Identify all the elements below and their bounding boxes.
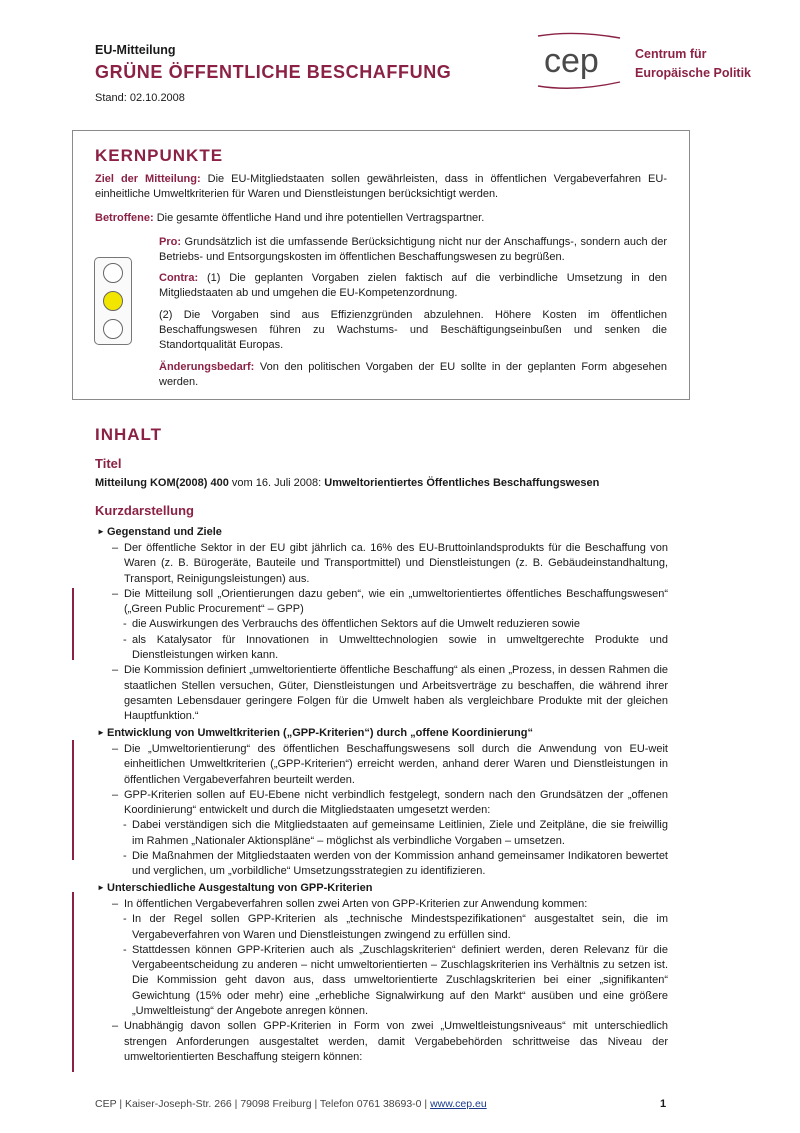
pro-paragraph: [159, 235, 667, 265]
section-heading-text: Entwicklung von Umweltkriterien („GPP-Kriterien“) durch „offene Koordinierung“: [107, 727, 533, 739]
kurzdarstellung-heading: Kurzdarstellung: [95, 503, 194, 518]
logo-text: cep: [544, 42, 599, 80]
traffic-light-bottom-lamp: [103, 319, 123, 339]
pro-text: Grundsätzlich ist die umfassende Berücksichtigung nicht nur der Anschaffungs-, sondern auch der Betriebs- und Entsorgungskosten im öffentlichen Beschaffungswesen zu begrüßen.: [159, 236, 667, 263]
list-item: - Stattdessen können GPP-Kriterien auch als „Zuschlagskriterien“ definiert werden, deren Relevanz für die Vergabeentscheidung zu anderen – nicht umweltorientierten – Zuschlagskriterien ins Verhältnis zu setzen ist. Die Kommission geht davon aus, dass umweltorientierte Zuschlagskriterien bei einer „signifikanten“ Gewichtung (15% oder mehr) eine „erhebliche Signalwirkung auf den Markt“ ausüben und eine größere „Umweltleistung“ der Angebote anregen können.: [123, 943, 668, 1018]
contra-paragraph: [159, 271, 667, 301]
titel-prefix: Mitteilung KOM(2008) 400: [95, 477, 229, 489]
pro-label: Pro:: [159, 236, 181, 248]
page-number: 1: [660, 1098, 667, 1110]
list-item: – GPP-Kriterien sollen auf EU-Ebene nicht verbindlich festgelegt, sondern nach den Grundsätzen der „offenen Koordinierung“ entwickelt und durch die Mitgliedstaaten umgesetzt werden:: [112, 788, 668, 817]
section-items: [112, 541, 668, 725]
footer-text: CEP | Kaiser-Joseph-Str. 266 | 79098 Freiburg | Telefon 0761 38693-0 |: [95, 1098, 431, 1110]
list-item: – Der öffentliche Sektor in der EU gibt jährlich ca. 16% des EU-Bruttoinlandsprodukts für die Beschaffung von Waren (z. B. Bürogeräte, Bauteile und Transportmittel) und Dienstleistungen (z. B. Gebäudeinstandhaltung, Transport, Reinigungsleistungen) aus.: [112, 542, 668, 585]
titel-bold: Umweltorientiertes Öffentliches Beschaffungswesen: [324, 477, 600, 489]
list-item: – Die Kommission definiert „umweltorientierte öffentliche Beschaffung“ als einen „Prozess, in dessen Rahmen die staatlichen Stellen versuchen, Güter, Dienstleistungen und Arbeitsverträge zu beschaffen, die während ihrer gesamten Lebensdauer geringere Folgen für die Umwelt haben als vergleichbare Produkte mit der gleichen Hauptfunktion.“: [112, 664, 668, 723]
website-link[interactable]: www.cep.eu: [430, 1098, 487, 1110]
section-heading: ► Gegenstand und Ziele: [97, 526, 222, 538]
section-heading-text: Unterschiedliche Ausgestaltung von GPP-Kriterien: [107, 882, 373, 894]
document-date: Stand: 02.10.2008: [95, 92, 185, 104]
list-item: - In der Regel sollen GPP-Kriterien als „technische Mindestspezifikationen“ ausgestaltet sein, die im Vergabeverfahren von Waren und Dienstleistungen zwingend zu erfüllen sind.: [123, 913, 668, 941]
doc-type: EU-Mitteilung: [95, 43, 176, 57]
contra-paragraph-2: (2) Die Vorgaben sind aus Effizienzgründen abzulehnen. Höhere Kosten im öffentlichen Beschaffungswesen führen zu Wachstums- und Beschäftigungseinbußen und senken die Standortqualität Europas.: [159, 309, 667, 351]
section-items: [112, 897, 668, 1065]
ziel-label: Ziel der Mitteilung:: [95, 173, 201, 185]
org-line-2: Europäische Politik: [635, 66, 752, 80]
list-item: – Unabhängig davon sollen GPP-Kriterien in Form von zwei „Umweltleistungsniveaus“ mit unterschiedlich strengen Anforderungen ausgestaltet werden, damit Vergabebehörden schrittweise das Niveau der umweltorientierten Beschaffung steigern können:: [112, 1020, 668, 1063]
contra-text: (1) Die geplanten Vorgaben zielen faktisch auf die verbindliche Umsetzung in den Mitgliedstaaten ab und umgehen die EU-Kompetenzordnung.: [159, 272, 667, 299]
aenderung-paragraph: [159, 360, 667, 390]
titel-heading: Titel: [95, 456, 122, 471]
org-line-1: Centrum für: [635, 47, 707, 61]
aenderung-text: Von den politischen Vorgaben der EU sollte in der geplanten Form abgesehen werden.: [159, 361, 667, 388]
list-item: - Dabei verständigen sich die Mitgliedstaaten auf gemeinsame Leitlinien, Ziele und Zeitpläne, die sie freiwillig im Rahmen „Nationaler Aktionspläne“ – möglichst als verbindliche Vorgaben – umsetzen.: [123, 819, 668, 847]
document-title-line: [95, 477, 599, 489]
traffic-light-yellow-lamp: [103, 291, 123, 311]
revision-bar: [72, 588, 74, 660]
section-heading: ► Unterschiedliche Ausgestaltung von GPP-Kriterien: [97, 882, 373, 894]
ziel-paragraph: [95, 172, 667, 202]
organization-name: [635, 45, 751, 83]
list-item: - als Katalysator für Innovationen in Umwelttechnologien sowie in umweltgerechte Produkte und Dienstleistungen wirken kann.: [123, 633, 668, 662]
betroffene-paragraph: [95, 211, 667, 226]
list-item: - die Auswirkungen des Verbrauchs des öffentlichen Sektors auf die Umwelt reduzieren sowie: [123, 618, 580, 631]
betroffene-label: Betroffene:: [95, 212, 154, 224]
revision-bar: [72, 740, 74, 860]
kernpunkte-heading: KERNPUNKTE: [95, 146, 224, 165]
section-heading-text: Gegenstand und Ziele: [107, 526, 222, 538]
aenderung-label: Änderungsbedarf:: [159, 361, 255, 373]
traffic-light-top-lamp: [103, 263, 123, 283]
revision-bar: [72, 892, 74, 1072]
ziel-text: Die EU-Mitgliedstaaten sollen gewährleisten, dass in öffentlichen Vergabeverfahren EU-einheitliche Umweltkriterien für Waren und Dienstleistungen berücksichtigt werden.: [95, 173, 667, 200]
list-item: - Die Maßnahmen der Mitgliedstaaten werden von der Kommission anhand gemeinsamer Indikatoren bewertet und verglichen, um „vorbildliche“ Umsetzungsstrategien zu identifizieren.: [123, 850, 668, 878]
titel-mid: vom 16. Juli 2008:: [228, 477, 325, 489]
list-item: – Die „Umweltorientierung“ des öffentlichen Beschaffungswesens soll durch die Anwendung von EU-weit einheitlichen Umweltkriterien („GPP-Kriterien“) erreicht werden, anhand derer Waren und Dienstleistungen in öffentlichen Vergabeverfahren beurteilt werden.: [112, 743, 668, 786]
page-footer: [95, 1098, 487, 1110]
page-title: GRÜNE ÖFFENTLICHE BESCHAFFUNG: [95, 62, 452, 82]
contra-label: Contra:: [159, 272, 199, 284]
inhalt-heading: INHALT: [95, 425, 163, 444]
section-heading: ► Entwicklung von Umweltkriterien („GPP-Kriterien“) durch „offene Koordinierung“: [97, 727, 533, 739]
section-items: [112, 742, 668, 880]
list-item: – Die Mitteilung soll „Orientierungen dazu geben“, wie ein „umweltorientiertes öffentliches Beschaffungswesen“ („Green Public Procurement“ – GPP): [112, 587, 668, 616]
betroffene-text: Die gesamte öffentliche Hand und ihre potentiellen Vertragspartner.: [153, 212, 485, 224]
traffic-light: [94, 257, 132, 345]
list-item: – In öffentlichen Vergabeverfahren sollen zwei Arten von GPP-Kriterien zur Anwendung kommen:: [112, 898, 588, 910]
